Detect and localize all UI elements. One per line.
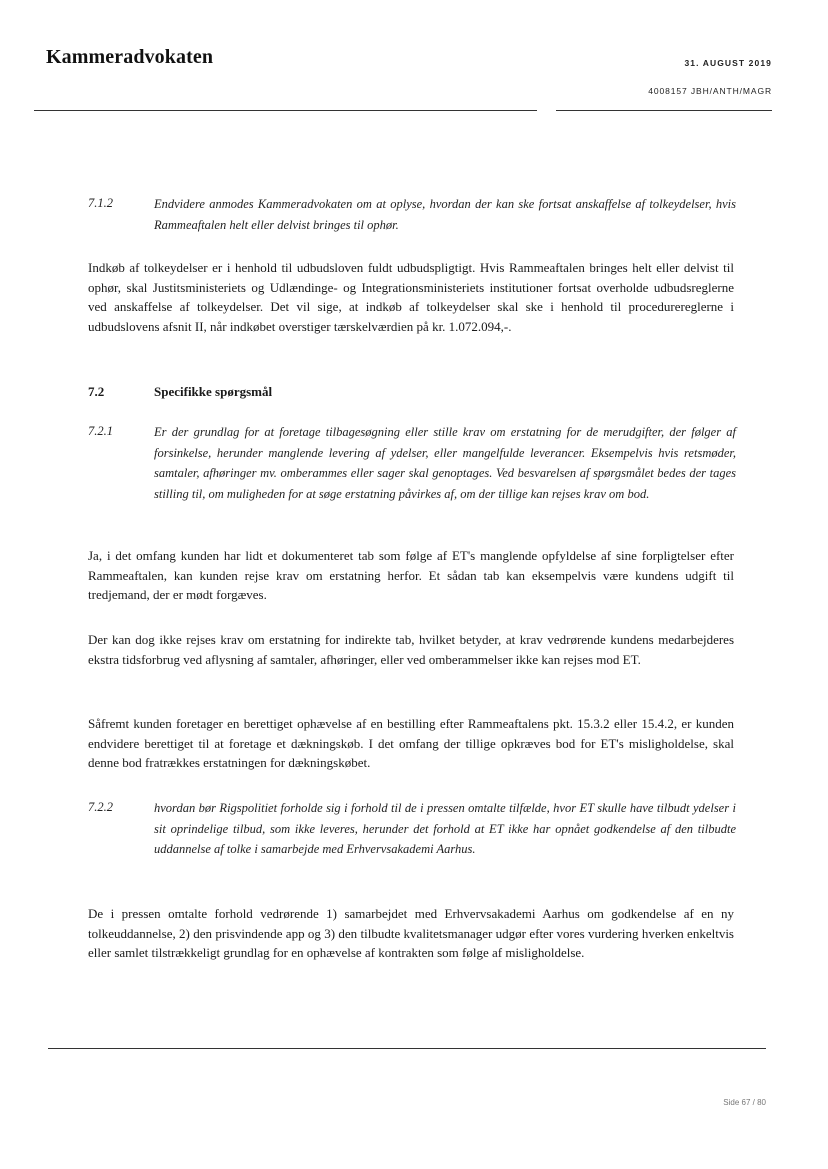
document-date: 31. AUGUST 2019 — [684, 58, 772, 68]
question-text-7-1-2: Endvidere anmodes Kammeradvokaten om at oplyse, hvordan der kan ske fortsat anskaffelse af tolkeydelser, hvis Rammeaftalen helt eller delvist bringes til ophør. — [154, 197, 736, 232]
answer-paragraph-2: Ja, i det omfang kunden har lidt et dokumenteret tab som følge af ET's manglende opfyldelse af sine forpligtelser efter Rammeaftalen, kan kunden rejse krav om erstatning herfor. Et sådan tab kan eksempelvis være kundens udgift til tredjemand, der er mødt forgæves. — [88, 548, 734, 602]
question-number-7-2-2: 7.2.2 — [88, 800, 113, 814]
section-number-7-2: 7.2 — [88, 384, 105, 399]
question-number-7-2-1: 7.2.1 — [88, 424, 113, 438]
answer-paragraph-5: De i pressen omtalte forhold vedrørende 1) samarbejdet med Erhvervsakademi Aarhus om godkendelse af en ny tolkeuddannelse, 2) den prisvindende app og 3) den tilbudte kvalitetsmanager udgør efter vores vurdering hverken enkeltvis eller samlet tilstrækkeligt grundlag for en ophævelse af kontrakten som følge af misligholdelse. — [88, 906, 734, 960]
question-text-7-2-1: Er der grundlag for at foretage tilbagesøgning eller stille krav om erstatning for de merudgifter, der følger af forsinkelse, herunder manglende levering af ydelser, eller mangelfulde leverancer. Eksempelvis hvis retsmøder, samtaler, afhøringer mv. omberammes eller sager skal genoptages. Ved besvarelsen af spørgsmålet bedes der tages stilling til, om muligheden for at søge erstatning påvirkes af, om der tillige kan rejses krav om bod. — [154, 425, 736, 501]
answer-paragraph-1: Indkøb af tolkeydelser er i henhold til udbudsloven fuldt udbudspligtigt. Hvis Rammeaftalen bringes helt eller delvist til ophør, skal Justitsministeriets og Udlændinge- og Integrationsministeriets institutioner fortsat overholde udbudsreglerne ved anskaffelse af tolkeydelser. Det vil sige, at indkøb af tolkeydelser skal ske i henhold til procedurereglerne i udbudslovens afsnit II, når indkøbet overstiger tærskelværdien på kr. 1.072.094,-. — [88, 260, 734, 334]
header-divider-left — [34, 110, 537, 111]
question-text-7-2-2: hvordan bør Rigspolitiet forholde sig i forhold til de i pressen omtalte tilfælde, hvor ET skulle have tilbudt ydelser i sit oprindelige tilbud, som ikke leveres, herunder det forhold at ET ikke har opnået godkendelse af den tilbudte uddannelse af tolke i samarbejde med Erhvervsakademi Aarhus. — [154, 801, 736, 856]
document-reference: 4008157 JBH/ANTH/MAGR — [648, 86, 772, 96]
answer-paragraph-4: Såfremt kunden foretager en berettiget ophævelse af en bestilling efter Rammeaftalens pkt. 15.3.2 eller 15.4.2, er kunden endvidere berettiget til at foretage et dækningskøb. I det omfang der tillige opkræves bod for ET's misligholdelse, skal denne bod fratrækkes erstatningen for dækningskøbet. — [88, 716, 734, 770]
section-title-7-2: Specifikke spørgsmål — [154, 384, 273, 399]
header-divider-right — [556, 110, 772, 111]
answer-paragraph-3: Der kan dog ikke rejses krav om erstatning for indirekte tab, hvilket betyder, at krav vedrørende kundens medarbejderes ekstra tidsforbrug ved aflysning af samtaler, afhøringer, eller ved omberammelser ikke kan rejses mod ET. — [88, 632, 734, 667]
footer-divider — [48, 1048, 766, 1049]
page-number: Side 67 / 80 — [723, 1098, 766, 1107]
kammeradvokaten-logo: Kammeradvokaten — [46, 46, 214, 68]
question-number-7-1-2: 7.1.2 — [88, 196, 113, 210]
